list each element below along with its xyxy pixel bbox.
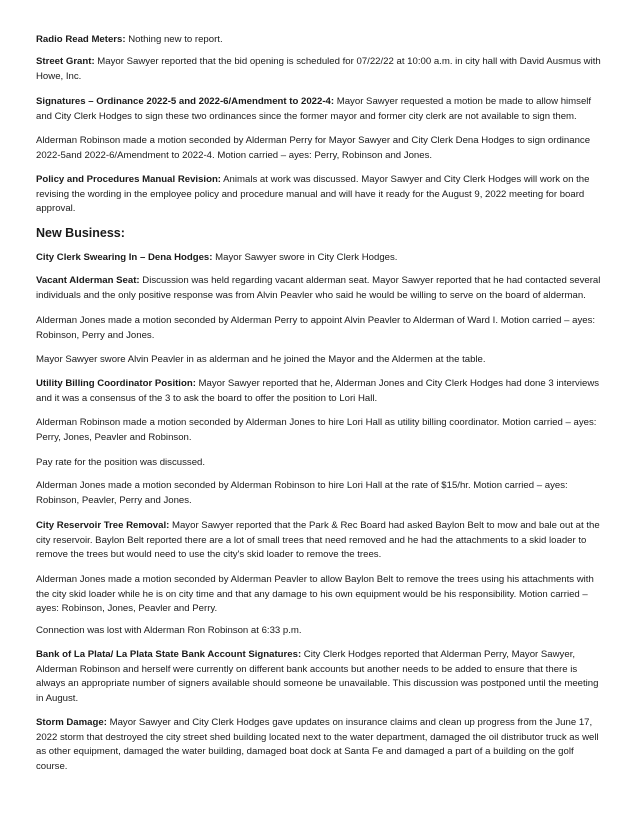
paragraph-street-grant [36,55,606,84]
paragraph-radio-read-meters [36,33,606,48]
paragraph-heading: Vacant Alderman Seat: [36,275,140,286]
new-business-heading: New Business: [36,226,125,240]
paragraph-trees-motion [36,573,606,617]
paragraph-body: Animals at work was discussed. Mayor Sawyer and City Clerk Hodges will work on the revising the wording in the employee policy and procedure manual and will have it ready for the August 9, 2022 meeting for board approval. [36,174,590,214]
paragraph-body: Nothing new to report. [125,34,223,45]
paragraph-heading: Bank of La Plata/ La Plata State Bank Account Signatures: [36,649,302,660]
paragraph-body: Alderman Jones made a motion seconded by Alderman Robinson to hire Lori Hall at the rate of $15/hr. Motion carried – ayes: Robinson, Peavler, Perry and Jones. [36,480,568,506]
paragraph-body: Alderman Jones made a motion seconded by Alderman Peavler to allow Baylon Belt to remove the trees using his attachments with the city skid loader while he is on city time and that any damage to his own equipment would be his responsibility. Motion carried – ayes: Robinson, Jones, Peavler and Perry. [36,574,594,614]
paragraph-heading: Radio Read Meters: [36,34,126,45]
paragraph-body: Alderman Robinson made a motion seconded by Alderman Jones to hire Lori Hall as utility billing coordinator. Motion carried – ayes: Perry, Jones, Peavler and Robinson. [36,417,597,443]
paragraph-storm-damage [36,716,606,774]
paragraph-heading: Signatures – Ordinance 2022-5 and 2022-6/Amendment to 2022-4: [36,96,335,107]
paragraph-body: Mayor Sawyer requested a motion be made to allow himself and City Clerk Hodges to sign these two ordinances since the former mayor and former city clerk are not available to sign them. [36,96,592,122]
paragraph-body: Mayor Sawyer and City Clerk Hodges gave updates on insurance claims and clean up progress from the June 17, 2022 storm that destroyed the city street shed building located next to the water department, damaged the oil distributor truck as well as other equipment, damaged the water building, damaged boat dock at Santa Fe and damaged a part of a building on the golf course. [36,717,599,772]
paragraph-heading: Utility Billing Coordinator Position: [36,378,196,389]
paragraph-heading: Policy and Procedures Manual Revision: [36,174,221,185]
paragraph-bank-signatures [36,648,606,706]
paragraph-body: Discussion was held regarding vacant alderman seat. Mayor Sawyer reported that he had contacted several individuals and the only positive response was from Alvin Peavler who said he would be willing to serve on the board of alderman. [36,275,601,301]
paragraph-hire-motion [36,416,606,445]
paragraph-body: Connection was lost with Alderman Ron Robinson at 6:33 p.m. [36,625,302,636]
paragraph-body: Mayor Sawyer swore in City Clerk Hodges. [212,252,398,263]
paragraph-body: Mayor Sawyer swore Alvin Peavler in as alderman and he joined the Mayor and the Aldermen at the table. [36,354,486,365]
paragraph-heading: Storm Damage: [36,717,107,728]
paragraph-body: Mayor Sawyer reported that the Park & Rec Board had asked Baylon Belt to mow and bale out at the city reservoir. Baylon Belt reported there are a lot of small trees that need removed and he had the attachments to a skid loader to remove the trees but would need to use the city's skid loader to remove the trees. [36,520,600,560]
paragraph-rate-motion [36,479,606,508]
paragraph-utility-billing [36,377,606,406]
paragraph-pay-rate [36,456,606,471]
paragraph-body: City Clerk Hodges reported that Alderman Perry, Mayor Sawyer, Alderman Robinson and herself were currently on different bank accounts but another needs to be added to ensure that there is always an appropriate number of signers available should someone be unavailable. This discussion was postponed until the meeting in August. [36,649,599,704]
paragraph-vacant-alderman-seat [36,274,606,303]
paragraph-heading: City Reservoir Tree Removal: [36,520,170,531]
paragraph-body: Pay rate for the position was discussed. [36,457,206,468]
paragraph-body: Alderman Robinson made a motion seconded by Alderman Perry for Mayor Sawyer and City Clerk Dena Hodges to sign ordinance 2022-5and 2022-6/Amendment to 2022-4. Motion carried – ayes: Perry, Robinson and Jones. [36,135,591,161]
paragraph-body: Mayor Sawyer reported that the bid opening is scheduled for 07/22/22 at 10:00 a.m. in city hall with David Ausmus with Howe, Inc. [36,56,601,82]
paragraph-reservoir-trees [36,519,606,563]
paragraph-connection-lost [36,624,606,639]
paragraph-signatures-motion [36,134,606,163]
paragraph-body: Mayor Sawyer reported that he, Alderman Jones and City Clerk Hodges had done 3 interviews and it was a consensus of the 3 to ask the board to offer the position to Lori Hall. [36,378,600,404]
paragraph-city-clerk-swearing [36,251,606,266]
paragraph-heading: Street Grant: [36,56,95,67]
paragraph-heading: City Clerk Swearing In – Dena Hodges: [36,252,213,263]
paragraph-appoint-motion [36,314,606,343]
paragraph-swearing-peavler [36,353,606,368]
paragraph-signatures [36,95,606,124]
paragraph-policy-manual [36,173,606,217]
paragraph-body: Alderman Jones made a motion seconded by Alderman Perry to appoint Alvin Peavler to Alderman of Ward I. Motion carried – ayes: Robinson, Perry and Jones. [36,315,596,341]
